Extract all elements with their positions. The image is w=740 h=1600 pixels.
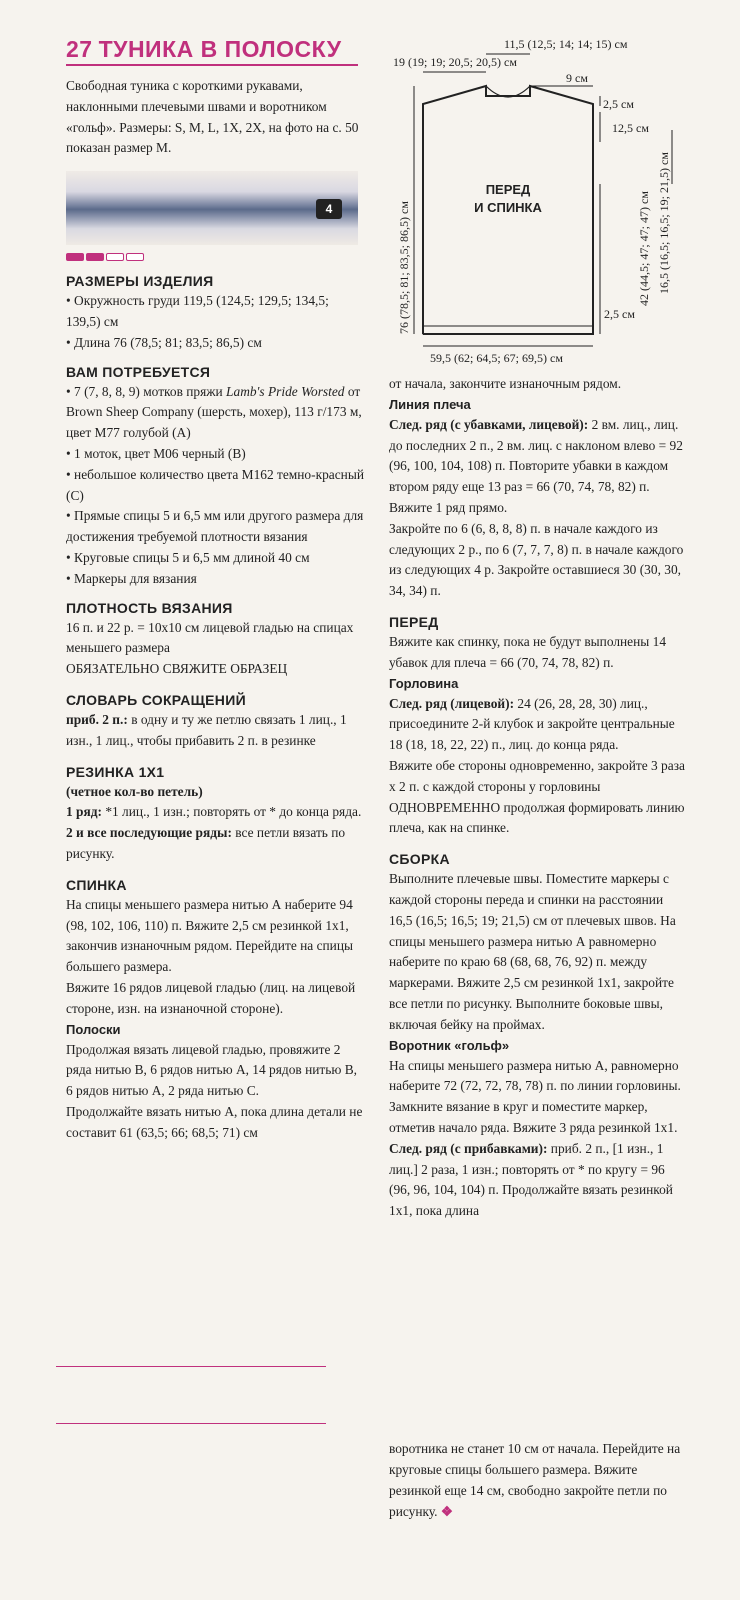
rib-heading: РЕЗИНКА 1Х1	[66, 763, 165, 780]
back-heading: СПИНКА	[66, 876, 127, 893]
abbrev-term: приб. 2 п.:	[66, 711, 128, 727]
intro-text: Свободная туника с короткими рукавами, наклонными плечевыми швами и воротником «гольф». Размеры: S, M, L, 1X, 2X, на фото на с. 50 показан размер M.	[66, 78, 359, 156]
pattern-number: 27	[66, 36, 93, 62]
sizes-heading: РАЗМЕРЫ ИЗДЕЛИЯ	[66, 273, 214, 290]
dim-armhole: 16,5 (16,5; 16,5; 19; 21,5) см	[657, 152, 671, 294]
yarn-photo	[66, 171, 358, 245]
sizes-item: • Окружность груди 119,5 (124,5; 129,5; 134,5; 139,5) см	[66, 293, 329, 329]
back-p4: Продолжайте вязать нитью А, пока длина детали не составит 61 (63,5; 66; 68,5; 71) см	[66, 1103, 363, 1140]
back-p3: Продолжая вязать лицевой гладью, провяжите 2 ряда нитью В, 6 рядов нитью А, 14 рядов нитью В, 6 рядов нитью А, 2 ряда нитью С.	[66, 1041, 358, 1099]
materials-heading: ВАМ ПОТРЕБУЕТСЯ	[66, 363, 211, 380]
collar-end	[389, 1438, 689, 1522]
collar-inc-label: След. ряд (с прибавками):	[389, 1140, 548, 1156]
materials-item: • небольшое количество цвета М162 темно-красный (С)	[66, 466, 365, 503]
dim-neck-side: 9 см	[566, 71, 588, 85]
stripes-heading: Полоски	[66, 1021, 121, 1037]
abbrev-text: в одну и ту же петлю связать 1 лиц., 1 изн., 1 лиц., чтобы прибавить 2 п. в резинке	[66, 711, 347, 748]
gauge-text: 16 п. и 22 р. = 10x10 см лицевой гладью на спицах меньшего размера	[66, 619, 354, 656]
shoulder-label: След. ряд (с убавками, лицевой):	[389, 416, 589, 432]
materials-item: • Маркеры для вязания	[66, 570, 197, 586]
end-mark-icon: ❖	[440, 1504, 453, 1519]
shoulder-p1	[389, 415, 689, 519]
materials-item: • Прямые спицы 5 и 6,5 мм или другого размера для достижения требуемой плотности вязания	[66, 508, 364, 545]
gauge-note: ОБЯЗАТЕЛЬНО СВЯЖИТЕ ОБРАЗЕЦ	[66, 661, 288, 677]
gauge-heading: ПЛОТНОСТЬ ВЯЗАНИЯ	[66, 599, 233, 616]
yarn-brand: Lamb's Pride Worsted	[226, 383, 345, 399]
rib-sub: (четное кол-во петель)	[66, 783, 203, 799]
rib-row1	[66, 802, 366, 823]
divider	[56, 1366, 326, 1367]
sizes-item: • Длина 76 (78,5; 81; 83,5; 86,5) см	[66, 334, 262, 350]
skill-level-indicator	[66, 253, 366, 261]
dim-neck-depth: 2,5 см	[603, 97, 634, 111]
materials-item-yarn	[66, 382, 366, 444]
collar-inc-text: приб. 2 п., [1 изн., 1 лиц.] 2 раза, 1 изн.; повторять от * по кругу = 96 (96, 96, 104, 104) п. Продолжайте вязать резинкой 1х1, пока длина	[389, 1140, 673, 1219]
pattern-title: ТУНИКА В ПОЛОСКУ	[98, 36, 342, 62]
back-p1: На спицы меньшего размера нитью А наберите 94 (98, 102, 106, 110) п. Вяжите 2,5 см резинкой 1х1, закончив изнаночным рядом. Перейдите на спицы большего размера.	[66, 896, 354, 975]
assembly-heading: СБОРКА	[389, 851, 450, 868]
back-p4-cont: от начала, закончите изнаночным рядом.	[389, 376, 622, 391]
skill-bar	[106, 253, 124, 261]
rib-row1-label: 1 ряд:	[66, 804, 102, 820]
yarn-weight-badge: 4	[316, 199, 342, 219]
assembly-text: Выполните плечевые швы. Поместите маркеры с каждой стороны переда и спинки на расстоянии 16,5 (16,5; 16,5; 19; 21,5) см от плечевых швов. На спицы меньшего размера нитью А равномерно наберите по краю 68 (68, 68, 76, 92) п. между маркерами. Вяжите 2,5 см резинкой 1х1, закройте все петли по рисунку. Выполните боковые швы, включая бейку на проймах.	[389, 871, 676, 1032]
left-column	[66, 34, 366, 1143]
front-text: Вяжите как спинку, пока не будут выполнены 14 убавок для плеча = 66 (70, 74, 78, 82) п.	[389, 633, 667, 670]
rib-row1-text: *1 лиц., 1 изн.; повторять от * до конца ряда.	[101, 804, 362, 820]
rib-row2-label: 2 и все последующие ряды:	[66, 825, 232, 841]
rib-row2-text: все петли вязать по рисунку.	[66, 825, 346, 861]
front-heading: ПЕРЕД	[389, 613, 439, 630]
neck-p2: Вяжите обе стороны одновременно, закройте 3 раза х 2 п. с каждой стороны у горловины ОДНОВРЕМЕННО продолжая формировать линию плеча, как на спинке.	[389, 757, 685, 836]
neck-label: След. ряд (лицевой):	[389, 695, 515, 711]
collar-heading: Воротник «гольф»	[389, 1037, 510, 1053]
materials-text: от Brown Sheep Company (шерсть, мохер), 113 г/173 м, цвет М77 голубой (А)	[66, 383, 362, 441]
neck-p1	[389, 694, 689, 756]
dim-neck-width: 11,5 (12,5; 14; 14; 15) см	[504, 37, 628, 51]
shoulder-text: 2 вм. лиц., лиц. до последних 2 п., 2 вм. лиц. с наклоном влево = 92 (96, 100, 104, 108) п. Повторите убавки в каждом втором ряду еще 13 раз = 66 (70, 74, 78, 82) п. Вяжите 1 ряд прямо.	[389, 416, 683, 515]
dim-body-length: 42 (44,5; 47; 47; 47) см	[637, 191, 651, 306]
shoulder-p2: Закройте по 6 (6, 8, 8, 8) п. в начале каждого из следующих 2 р., по 6 (7, 7, 7, 8) п. в начале каждого из следующих 4 р. Закройте оставшиеся 30 (30, 30, 34, 34) п.	[389, 520, 684, 599]
materials-item: • 1 моток, цвет М06 черный (В)	[66, 445, 246, 461]
abbrev-entry	[66, 710, 366, 752]
diagram-label: ПЕРЕД	[485, 182, 531, 197]
materials-item: • Круговые спицы 5 и 6,5 мм длиной 40 см	[66, 549, 310, 565]
back-p2: Вяжите 16 рядов лицевой гладью (лиц. на лицевой стороне, изн. на изнаночной стороне).	[66, 979, 356, 1016]
page-title	[66, 34, 366, 64]
continuation-block	[389, 1438, 689, 1522]
neck-heading: Горловина	[389, 675, 459, 691]
shoulder-heading: Линия плеча	[389, 396, 471, 412]
schematic-diagram	[388, 34, 688, 374]
dim-bottom-width: 59,5 (62; 64,5; 67; 69,5) см	[430, 351, 563, 365]
diagram-label: И СПИНКА	[474, 200, 542, 215]
rib-row2	[66, 823, 366, 865]
collar-inc	[389, 1139, 689, 1222]
skill-bar	[126, 253, 144, 261]
dim-shoulder-slope: 12,5 см	[612, 121, 649, 135]
divider	[56, 1423, 326, 1424]
collar-text: На спицы меньшего размера нитью А, равномерно наберите 72 (72, 72, 78, 78) п. по линии горловины. Замкните вязание в круг и поместите маркер, отметив начало ряда. Вяжите 3 ряда резинкой 1х1.	[389, 1057, 681, 1135]
title-rule	[66, 64, 358, 66]
rib-band	[423, 326, 593, 334]
materials-text: • 7 (7, 8, 8, 9) мотков пряжи	[66, 383, 227, 399]
right-column	[389, 374, 689, 1222]
abbrev-heading: СЛОВАРЬ СОКРАЩЕНИЙ	[66, 691, 246, 708]
dim-rib-height: 2,5 см	[604, 307, 635, 321]
neck-text: 24 (26, 28, 28, 30) лиц., присоедините 2-й клубок и закройте центральные 18 (18, 18, 22, 22) п., лиц. до конца ряда.	[389, 695, 675, 753]
dim-total-length: 76 (78,5; 81; 83,5; 86,5) см	[397, 201, 411, 334]
skill-bar	[66, 253, 84, 261]
collar-end-text: воротника не станет 10 см от начала. Перейдите на круговые спицы большего размера. Вяжите резинкой еще 14 см, свободно закройте петли по рисунку.	[389, 1441, 681, 1519]
dim-shoulder-width: 19 (19; 19; 20,5; 20,5) см	[393, 55, 517, 69]
skill-bar	[86, 253, 104, 261]
